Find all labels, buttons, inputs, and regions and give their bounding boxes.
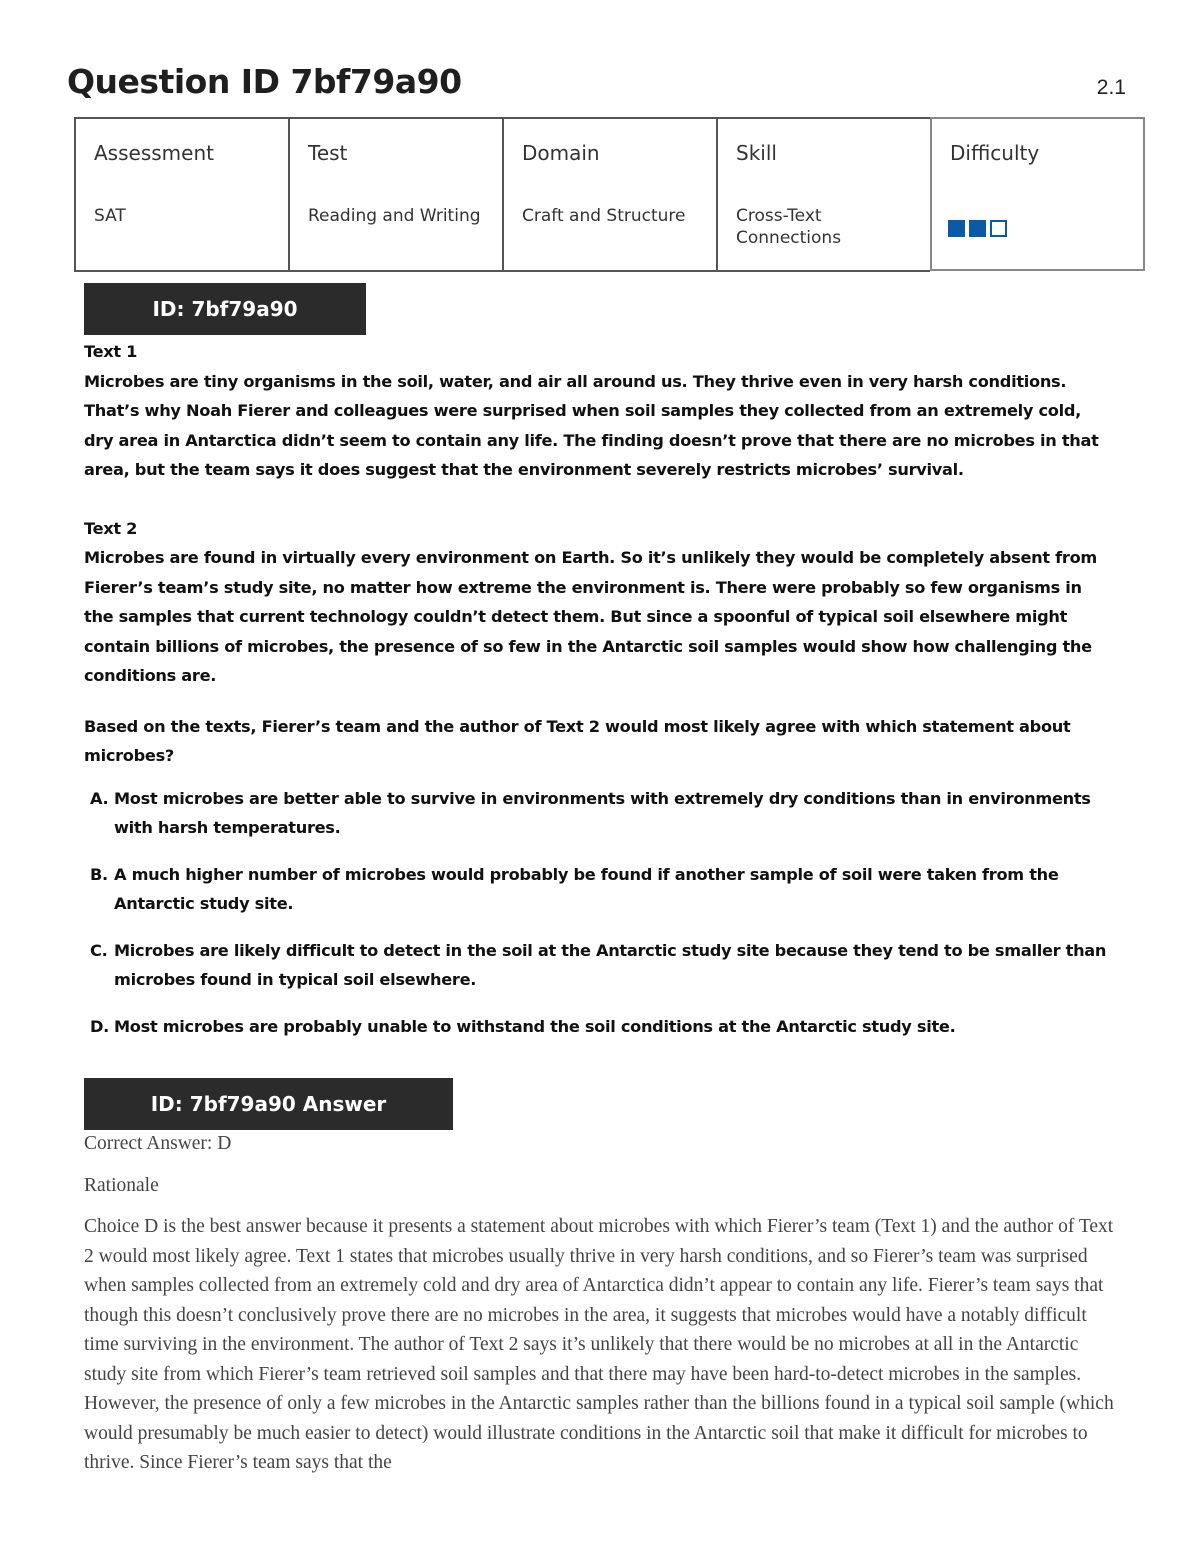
choice-text: A much higher number of microbes would probably be found if another sample of soil were taken from the Antarctic study site. — [114, 864, 1059, 913]
choice-letter: D. — [90, 1016, 109, 1036]
question-prompt: Based on the texts, Fierer’s team and the author of Text 2 would most likely agree with which statement about microbes? — [84, 716, 1071, 765]
answer-choice-c[interactable] — [84, 936, 1114, 995]
text1-label: Text 1 — [84, 342, 138, 361]
meta-value: SAT — [94, 206, 126, 226]
question-id-banner: ID: 7bf79a90 — [84, 283, 366, 335]
meta-cell-assessment — [74, 117, 288, 272]
answer-explanation — [84, 1129, 1119, 1478]
meta-value: Craft and Structure — [522, 206, 686, 226]
choice-text: Most microbes are better able to survive in environments with extremely dry conditions than in environments with harsh temperatures. — [114, 788, 1091, 837]
page-title: Question ID 7bf79a90 — [67, 62, 462, 101]
meta-heading: Skill — [736, 141, 777, 165]
correct-answer: Correct Answer: D — [84, 1133, 232, 1154]
meta-cell-difficulty — [930, 117, 1145, 271]
meta-cell-test — [288, 117, 502, 272]
choice-letter: B. — [90, 864, 108, 884]
choice-text: Most microbes are probably unable to withstand the soil conditions at the Antarctic study site. — [114, 1016, 956, 1036]
difficulty-indicator — [948, 220, 1007, 237]
question-metadata-table — [74, 117, 1145, 272]
text2-passage: Microbes are found in virtually every environment on Earth. So it’s unlikely they would be completely absent from Fierer’s team’s study site, no matter how extreme the environment is. There were probably so few organisms in the samples that current technology couldn’t detect them. But since a spoonful of typical soil elsewhere might contain billions of microbes, the presence of so few in the Antarctic soil samples would show how challenging the conditions are. — [84, 548, 1097, 685]
text2-label: Text 2 — [84, 518, 138, 538]
answer-choices — [84, 784, 1114, 1042]
meta-value: Cross-Text Connections — [736, 206, 842, 248]
meta-heading: Domain — [522, 141, 600, 165]
rationale-text: Choice D is the best answer because it presents a statement about microbes with which Fierer’s team (Text 1) and the author of Text 2 would most likely agree. Text 1 states that microbes usually thrive in very harsh conditions, and so Fierer’s team was surprised when samples collected from an extremely cold and dry area of Antarctica didn’t appear to contain any life. Fierer’s team says that though this doesn’t conclusively prove there are no microbes in the area, it suggests that microbes would have a notably difficult time surviving in the environment. The author of Text 2 says it’s unlikely that there would be no microbes at all in the Antarctic study site from which Fierer’s team retrieved soil samples and that there may have been hard-to-detect microbes in the samples. However, the presence of only a few microbes in the Antarctic samples rather than the billions found in a typical soil sample (which would presumably be much easier to detect) would illustrate conditions in the Antarctic soil that make it difficult for microbes to thrive. Since Fierer’s team says that the — [84, 1216, 1114, 1473]
choice-letter: A. — [90, 788, 109, 808]
text1-passage: Microbes are tiny organisms in the soil, water, and air all around us. They thrive even in very harsh conditions. That’s why Noah Fierer and colleagues were surprised when soil samples they collected from an extremely cold, dry area in Antarctica didn’t seem to contain any life. The finding doesn’t prove that there are no microbes in that area, but the team says it does suggest that the environment severely restricts microbes’ survival. — [84, 371, 1099, 479]
meta-heading: Assessment — [94, 141, 214, 165]
difficulty-box-filled — [948, 220, 965, 237]
rationale-heading: Rationale — [84, 1174, 159, 1196]
choice-text: Microbes are likely difficult to detect in the soil at the Antarctic study site because they tend to be smaller than microbes found in typical soil elsewhere. — [114, 940, 1107, 989]
meta-cell-domain — [502, 117, 716, 272]
answer-choice-a[interactable] — [84, 784, 1114, 843]
meta-value: Reading and Writing — [308, 206, 481, 226]
meta-cell-skill — [716, 117, 930, 272]
answer-choice-d[interactable] — [84, 1012, 1114, 1042]
version-number: 2.1 — [1096, 76, 1126, 99]
meta-heading: Difficulty — [950, 141, 1040, 165]
choice-letter: C. — [90, 940, 108, 960]
meta-heading: Test — [308, 141, 348, 165]
answer-id-banner: ID: 7bf79a90 Answer — [84, 1078, 453, 1130]
difficulty-box-empty — [990, 220, 1007, 237]
question-body — [84, 337, 1114, 1058]
answer-choice-b[interactable] — [84, 860, 1114, 919]
difficulty-box-filled — [969, 220, 986, 237]
